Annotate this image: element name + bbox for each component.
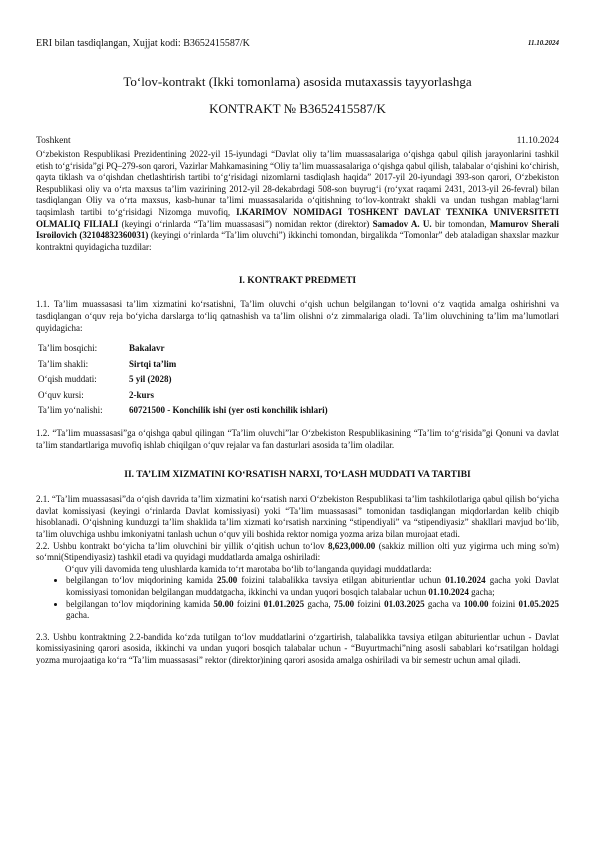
document-header [36, 36, 559, 50]
table-row: O‘qish muddati: 5 yil (2028) [38, 374, 172, 385]
section-2-heading: II. TA’LIM XIZMATINI KO‘RSATISH NARXI, TO‘LASH MUDDATI VA TARTIBI [124, 470, 471, 481]
document-title: To‘lov-kontrakt (Ikki tomonlama) asosida mutaxassis tayyorlashga [123, 74, 472, 89]
clause-2-3: 2.3. Ushbu kontraktning 2.2-bandida ko‘zda tutilgan to‘lov muddatlarini o‘zgartirish, talabalikka tavsiya etilgan abiturientlar uchun - Davlat komissiyasining qarori asosida, ikkinchi va undan yuqori bosqich talabalar uchun - “Buyurtmachi”ning asosli sabablari ko‘rsatilgan holdagi yozma murojaatiga ko‘ra “Ta’lim muassasasi” rektor (direktor)ining qarori asosida amalga oshiriladi va bir semestr uchun amal qiladi. [36, 631, 559, 665]
list-item: • belgilangan to‘lov miqdorining kamida 25.00 foizini talabalikka tavsiya etilgan abiturientlar uchun 01.10.2024 gacha yoki Davlat komissiyasi tomonidan belgilangan muddatgacha, ikkinchi va undan yuqori bosqich talabalar uchun 01.10.2024 gacha; [66, 575, 559, 598]
institution-name: I.KARIMOV NOMIDAGI TOSHKENT DAVLAT TEXNIKA UNIVERSITETI OLMALIQ FILIALI [36, 206, 559, 229]
verification-code: ERI bilan tasdiqlangan, Xujjat kodi: B3652415587/K [36, 37, 250, 49]
city: Toshkent [36, 136, 71, 146]
clause-1-1: 1.1. Ta’lim muassasasi ta’lim xizmatini ko‘rsatishni, Ta’lim oluvchi o‘qish uchun belgilangan to‘lovni o‘z vaqtida amalga oshirishni va tasdiqlangan o‘quv reja bo‘yicha darslarga to‘liq qatnashish va ta’lim olishni o‘z zimmalariga oladi. Ta’lim oluvchining ta’lim ma’lumotlari quyidagicha: [36, 299, 559, 333]
installment-note: O‘quv yili davomida teng ulushlarda kamida to‘rt marotaba bo‘lib to‘langanda quyidagi muddatlarda: [65, 563, 432, 574]
clause-2-2: 2.2. Ushbu kontrakt bo‘yicha ta’lim oluvchini bir yillik o‘qitish uchun to‘lov 8,623,000.00 (sakkiz million olti yuz yigirma uch ming so'm) so‘mni(Stipendiyasiz) tashkil etadi va quyidagi muddatlarda amalga oshiriladi: [36, 540, 559, 563]
list-item: • belgilangan to‘lov miqdorining kamida 50.00 foizini 01.01.2025 gacha, 75.00 foizini 01.03.2025 gacha va 100.00 foizini 01.05.2025 gacha. [66, 599, 559, 622]
table-row: O‘quv kursi: 2-kurs [38, 389, 155, 400]
table-row: Ta’lim shakli: Sirtqi ta’lim [38, 358, 177, 369]
header-date: 11.10.2024 [527, 39, 559, 47]
student-name: Mamurov Sherali Isroilovich (32104832360031) [36, 218, 559, 241]
clause-2-1: 2.1. “Ta’lim muassasasi”da o‘qish davrida ta’lim xizmatini ko‘rsatish narxi O‘zbekiston Respublikasi ta’lim tashkilotlariga qabul qilish bo‘yicha davlat komissiyasi (keyingi o‘rinlarda Davlat komissiyasi) yoki “Ta’lim muassasasi” tomonidan tasdiqlangan miqdorlardan kelib chiqib hisoblanadi. O‘qishning kunduzgi ta’lim shaklida ta’lim xizmati ko‘rsatish narxining “stipendiyali” va “stipendiyasiz” shakllari mavjud bo‘lib, ta’lim oluvchiga ushbu imkoniyatni tanlash uchun o‘quv yili boshida rektor nomiga yozma ariza bilan murojaat etadi. [36, 494, 559, 540]
rector-name: Samadov A. U. [372, 218, 432, 229]
city-date-line [36, 135, 559, 147]
section-1-heading: I. KONTRAKT PREDMETI [238, 276, 357, 287]
annual-fee: 8,623,000.00 [328, 540, 376, 551]
intro-paragraph: O‘zbekiston Respublikasi Prezidentining 2022-yil 15-iyundagi “Davlat oliy ta’lim muassasalariga o‘qishga qabul qilish jarayonlarini tashkil etish to‘g‘risida”gi PQ–279-son qarori, Vazirlar Mahkamasining “Oliy ta’lim muassasalariga o‘qishga qabul qilish, talabalar o‘qishini ko‘chirish, qayta tiklash va o‘qishdan chetlashtirish tartibi to‘g‘risidagi nizomlarni tasdiqlash haqida” 2017-yil 20-iyundagi 393-son qarori, O‘zbekiston Respublikasi oliy va o‘rta maxsus ta’lim vazirining 2012-yil 28-dekabrdagi 508-son buyrug‘i (ro‘yxat raqami 2431, 2013-yil 26-fevral) bilan tasdiqlangan Oliy va o‘rta maxsus, kasb-hunar ta’limi muassasalarida o‘qitishning to‘lov-kontrakt shakli va undan tushgan mablag‘larni taqsimlash tartibi to‘g‘risidagi Nizomga muvofiq, I.KARIMOV NOMIDAGI TOSHKENT DAVLAT TEXNIKA UNIVERSITETI OLMALIQ FILIALI (keyingi o‘rinlarda “Ta’lim muassasasi”) nomidan rektor (direktor) Samadov A. U. bir tomondan, Mamurov Sherali Isroilovich (32104832360031) (keyingi o‘rinlarda “Ta’lim oluvchi”) ikkinchi tomondan, birgalikda “Tomonlar” deb ataladigan shaxslar mazkur kontraktni quyidagicha tuzdilar: [36, 149, 559, 252]
table-row: Ta’lim bosqichi: Bakalavr [38, 342, 165, 353]
contract-date: 11.10.2024 [516, 136, 559, 146]
clause-1-2: 1.2. “Ta’lim muassasasi”ga o‘qishga qabul qilingan “Ta’lim oluvchi”lar O‘zbekiston Respublikasining “Ta’lim to‘g‘risida”gi Qonuni va davlat ta’lim standartlariga muvofiq ishlab chiqilgan o‘quv rejalar va fan dasturlari asosida ta’lim oladilar. [36, 428, 559, 450]
contract-page [36, 36, 559, 667]
payment-schedule-list [36, 575, 559, 621]
contract-number: KONTRAKT № B3652415587/K [209, 101, 386, 116]
education-info-table [38, 340, 328, 418]
table-row: Ta’lim yo‘nalishi: 60721500 - Konchilik ishi (yer osti konchilik ishlari) [38, 405, 328, 416]
